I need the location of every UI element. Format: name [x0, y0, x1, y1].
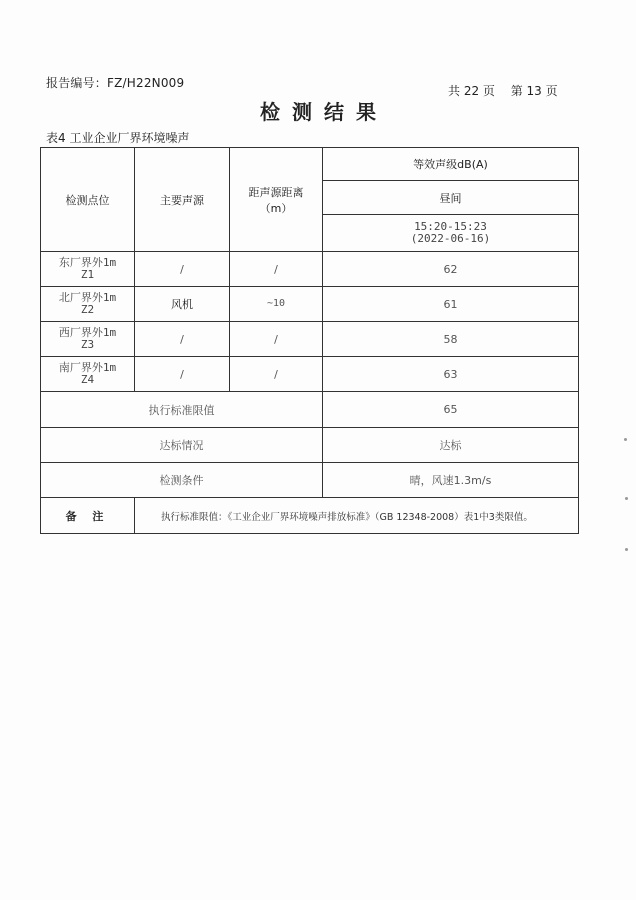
- row-distance: /: [230, 357, 323, 392]
- row-source: /: [135, 252, 230, 287]
- limit-label: 执行标准限值: [41, 392, 323, 428]
- point-code: Z4: [80, 373, 95, 386]
- page-title: 检测结果: [260, 100, 388, 124]
- row-value: 61: [323, 287, 579, 322]
- row-source: /: [135, 357, 230, 392]
- current-page: 第 13 页: [510, 84, 558, 98]
- table-row: [41, 287, 579, 322]
- header-distance-unit: （m）: [259, 201, 293, 215]
- point-code: Z1: [80, 268, 95, 281]
- noise-result-table: [40, 147, 579, 534]
- row-source: /: [135, 322, 230, 357]
- header-point: 检测点位: [41, 148, 135, 252]
- header-distance-label: 距声源距离: [248, 185, 304, 199]
- point-name: 北厂界外1m: [58, 291, 117, 304]
- header-source: 主要声源: [135, 148, 230, 252]
- limit-row: [41, 392, 579, 428]
- table-row: [41, 252, 579, 287]
- scan-speck: [624, 438, 627, 441]
- table-row: [41, 322, 579, 357]
- point-name: 西厂界外1m: [58, 326, 117, 339]
- header-period: 昼间: [323, 181, 579, 215]
- point-code: Z2: [80, 303, 95, 316]
- row-point: [41, 287, 135, 322]
- row-value: 62: [323, 252, 579, 287]
- row-point: [41, 252, 135, 287]
- measure-time: 15:20-15:23: [414, 220, 487, 233]
- status-value: 达标: [323, 428, 579, 463]
- measure-date: (2022-06-16): [410, 232, 491, 245]
- row-distance: /: [230, 252, 323, 287]
- row-source: 风机: [135, 287, 230, 322]
- remark-label: 备 注: [41, 498, 135, 534]
- report-number: 报告编号：FZ/H22N009: [46, 76, 185, 90]
- remark-row: [41, 498, 579, 534]
- condition-label: 检测条件: [41, 463, 323, 498]
- point-name: 南厂界外1m: [58, 361, 117, 374]
- row-value: 63: [323, 357, 579, 392]
- table-caption: 表4 工业企业厂界环境噪声: [46, 131, 190, 145]
- header-distance: [230, 148, 323, 252]
- row-value: 58: [323, 322, 579, 357]
- header-leq: 等效声级dB(A): [323, 148, 579, 181]
- row-distance: /: [230, 322, 323, 357]
- condition-value: 晴，风速1.3m/s: [323, 463, 579, 498]
- status-label: 达标情况: [41, 428, 323, 463]
- total-pages: 共 22 页: [448, 84, 495, 98]
- row-point: [41, 357, 135, 392]
- status-row: [41, 428, 579, 463]
- point-code: Z3: [80, 338, 95, 351]
- header-measure-time: [323, 215, 579, 252]
- table-row: [41, 357, 579, 392]
- point-name: 东厂界外1m: [58, 256, 117, 269]
- row-point: [41, 322, 135, 357]
- row-distance: ~10: [230, 287, 323, 322]
- scan-speck: [625, 497, 628, 500]
- remark-text: 执行标准限值：《工业企业厂界环境噪声排放标准》（GB 12348-2008）表1中3类限值。: [135, 498, 579, 534]
- condition-row: [41, 463, 579, 498]
- scan-speck: [625, 548, 628, 551]
- limit-value: 65: [323, 392, 579, 428]
